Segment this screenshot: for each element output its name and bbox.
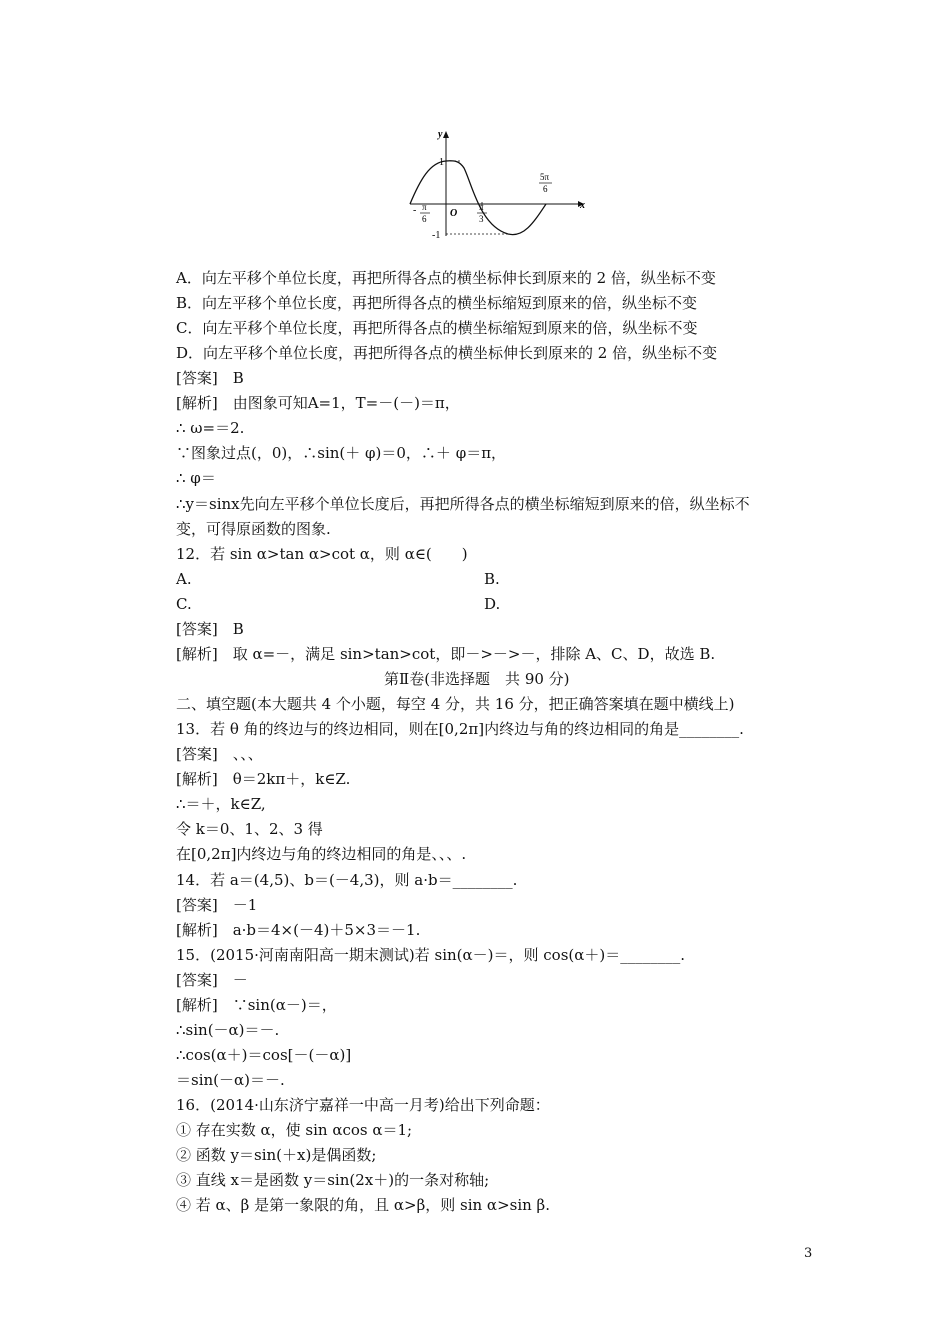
answer-14: [答案] －1 [176, 896, 258, 914]
pi3-num: π [479, 202, 484, 212]
analysis-15-4: ＝sin(－α)＝－. [176, 1071, 285, 1089]
section-instructions: 二、填空题(本大题共 4 个小题，每空 4 分，共 16 分，把正确答案填在题中横线上) [176, 695, 735, 713]
proposition-4: ④ 若 α、β 是第一象限的角，且 α>β，则 sin α>sin β. [176, 1196, 550, 1214]
option-c-line: C．向左平移个单位长度，再把所得各点的横坐标缩短到原来的倍，纵坐标不变 [176, 319, 698, 337]
q12-option-c: C. [176, 595, 192, 613]
analysis-15-2: ∴sin(－α)＝－. [176, 1021, 280, 1039]
neg-pi6-sign: - [413, 205, 417, 216]
proposition-3: ③ 直线 x＝是函数 y＝sin(2x＋)的一条对称轴; [176, 1171, 490, 1189]
y-axis-label: y [438, 129, 443, 140]
analysis-11-1: [解析] 由图象可知A=1，T=－(－)＝π， [176, 394, 460, 412]
pi3-den: 3 [479, 214, 484, 224]
sine-graph-figure [400, 128, 590, 240]
proposition-2: ② 函数 y＝sin(＋x)是偶函数; [176, 1146, 377, 1164]
analysis-14: [解析] a·b＝4×(－4)＋5×3＝－1. [176, 921, 421, 939]
five-pi6-den: 6 [543, 184, 548, 194]
analysis-15-3: ∴cos(α＋)＝cos[－(－α)] [176, 1046, 352, 1064]
proposition-1: ① 存在实数 α，使 sin αcos α＝1; [176, 1121, 413, 1139]
section-title: 第Ⅱ卷(非选择题 共 90 分) [384, 670, 570, 688]
origin-label: O [450, 208, 458, 219]
option-b-line: B．向左平移个单位长度，再把所得各点的横坐标缩短到原来的倍，纵坐标不变 [176, 294, 698, 312]
analysis-11-4: ∴ φ＝ [176, 469, 216, 487]
y-neg-one-label: -1 [432, 230, 441, 240]
analysis-13-2: ∴＝＋，k∈Z, [176, 795, 266, 813]
analysis-13-1: [解析] θ＝2kπ＋，k∈Z. [176, 770, 351, 788]
analysis-11-3: ∵图象过点(，0)，∴sin(＋ φ)＝0，∴＋ φ＝π， [176, 444, 507, 462]
question-14: 14．若 a＝(4,5)、b＝(－4,3)，则 a·b＝________. [176, 871, 518, 889]
analysis-15-1: [解析] ∵sin(α－)＝， [176, 996, 337, 1014]
option-a-line: A．向左平移个单位长度，再把所得各点的横坐标伸长到原来的 2 倍，纵坐标不变 [176, 269, 716, 287]
neg-pi6-num: π [422, 202, 427, 212]
neg-pi6-den: 6 [422, 214, 427, 224]
q12-option-d: D. [484, 595, 501, 613]
analysis-12: [解析] 取 α=－，满足 sin>tan>cot，即－>－>－，排除 A、C、D，故选 B. [176, 645, 716, 663]
question-15: 15．(2015·河南南阳高一期末测试)若 sin(α－)＝，则 cos(α＋)＝________. [176, 946, 685, 964]
x-axis-label: x [580, 200, 585, 211]
analysis-11-2: ∴ ω=＝2. [176, 419, 245, 437]
option-d-line: D．向左平移个单位长度，再把所得各点的横坐标伸长到原来的 2 倍，纵坐标不变 [176, 344, 718, 362]
answer-11: [答案] B [176, 369, 244, 387]
question-16: 16．(2014·山东济宁嘉祥一中高一月考)给出下列命题： [176, 1096, 550, 1114]
analysis-13-3: 令 k＝0、1、2、3 得 [176, 820, 323, 838]
answer-15: [答案] － [176, 971, 248, 989]
q12-option-a: A. [176, 570, 192, 588]
sine-curve [410, 161, 546, 235]
analysis-13-4: 在[0,2π]内终边与角的终边相同的角是、、、. [176, 845, 467, 863]
analysis-11-5: ∴y＝sinx先向左平移个单位长度后，再把所得各点的横坐标缩短到原来的倍，纵坐标不 [176, 495, 750, 513]
question-13: 13．若 θ 角的终边与的终边相同，则在[0,2π]内终边与角的终边相同的角是________. [176, 720, 744, 738]
y-one-label: 1 [439, 157, 444, 168]
q12-option-b: B. [484, 570, 500, 588]
analysis-11-6: 变，可得原函数的图象. [176, 520, 331, 538]
answer-13: [答案] 、、、 [176, 745, 263, 763]
page-number: 3 [804, 1246, 813, 1261]
answer-12: [答案] B [176, 620, 244, 638]
question-12: 12．若 sin α>tan α>cot α，则 α∈( ) [176, 545, 468, 563]
five-pi6-num: 5π [540, 172, 550, 182]
y-axis-arrow [443, 131, 449, 138]
